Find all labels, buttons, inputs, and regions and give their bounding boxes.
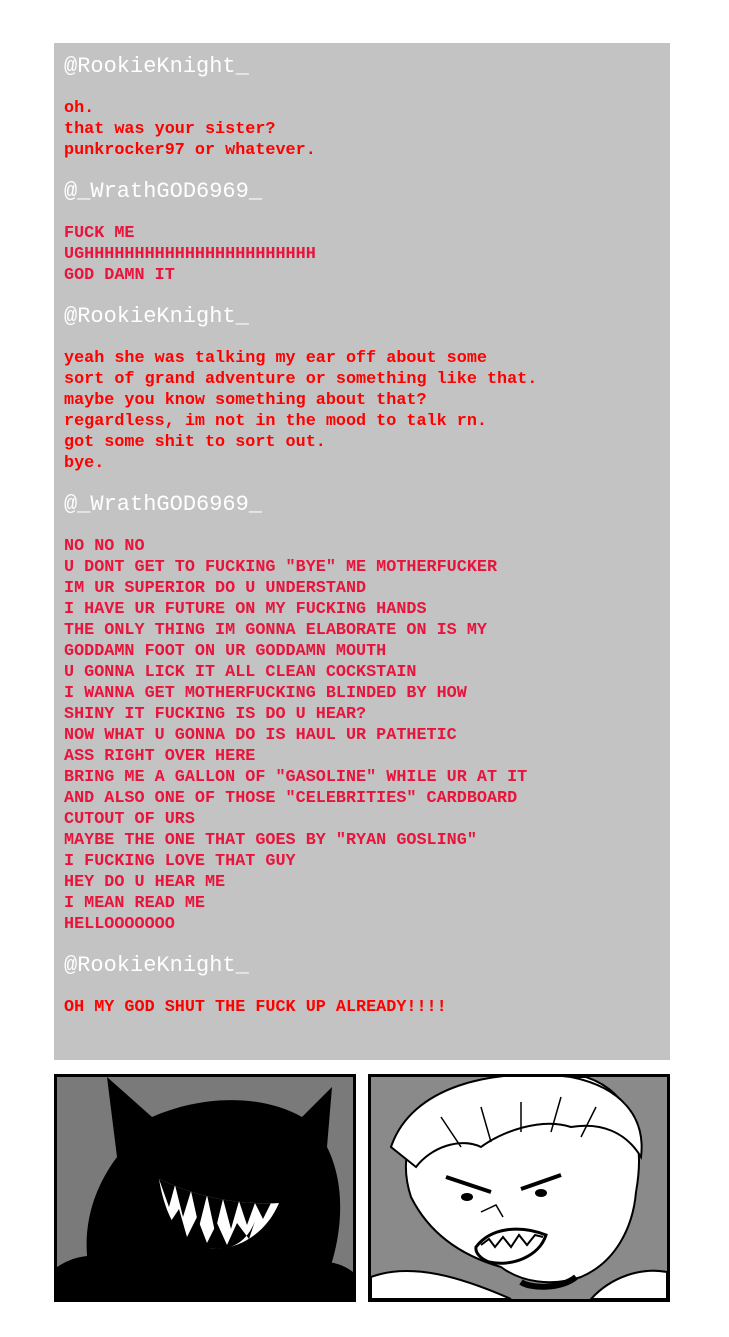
- chat-message-line: that was your sister?: [64, 120, 276, 139]
- chat-handle: @RookieKnight_: [64, 304, 249, 329]
- chat-message-line: THE ONLY THING IM GONNA ELABORATE ON IS MY: [64, 621, 487, 640]
- comic-panel-silhouette: [54, 1074, 356, 1302]
- chat-message-line: I WANNA GET MOTHERFUCKING BLINDED BY HOW: [64, 684, 467, 703]
- angry-face-icon: [371, 1077, 667, 1299]
- chat-message-line: HELLOOOOOOO: [64, 915, 175, 934]
- chat-message-line: ASS RIGHT OVER HERE: [64, 747, 256, 766]
- chat-message-line: FUCK ME: [64, 224, 135, 243]
- chat-message-line: maybe you know something about that?: [64, 391, 427, 410]
- chat-message: [64, 223, 660, 286]
- chat-message-line: I HAVE UR FUTURE ON MY FUCKING HANDS: [64, 600, 427, 619]
- chat-message-line: GOD DAMN IT: [64, 266, 175, 285]
- chat-message-line: I MEAN READ ME: [64, 894, 205, 913]
- chat-message: [64, 997, 660, 1018]
- chat-message: [64, 348, 660, 474]
- chat-message-line: CUTOUT OF URS: [64, 810, 195, 829]
- chat-message-line: got some shit to sort out.: [64, 433, 326, 452]
- comic-panel-angry-face: [368, 1074, 670, 1302]
- chat-handle: @_WrathGOD6969_: [64, 179, 263, 204]
- chat-message-line: yeah she was talking my ear off about some: [64, 349, 487, 368]
- silhouette-grin-icon: [57, 1077, 353, 1299]
- chat-message-line: SHINY IT FUCKING IS DO U HEAR?: [64, 705, 367, 724]
- chat-message-line: HEY DO U HEAR ME: [64, 873, 226, 892]
- chat-message-line: OH MY GOD SHUT THE FUCK UP ALREADY!!!!: [64, 998, 447, 1017]
- chat-message-line: bye.: [64, 454, 105, 473]
- chat-message-line: MAYBE THE ONE THAT GOES BY "RYAN GOSLING": [64, 831, 477, 850]
- chat-message: [64, 536, 660, 935]
- chat-message-line: regardless, im not in the mood to talk rn.: [64, 412, 487, 431]
- chat-message-line: IM UR SUPERIOR DO U UNDERSTAND: [64, 579, 367, 598]
- chat-handle: @RookieKnight_: [64, 953, 249, 978]
- chat-message: [64, 98, 660, 161]
- chat-message-line: oh.: [64, 99, 95, 118]
- chat-message-line: I FUCKING LOVE THAT GUY: [64, 852, 296, 871]
- chat-message-line: NOW WHAT U GONNA DO IS HAUL UR PATHETIC: [64, 726, 457, 745]
- chat-message-line: sort of grand adventure or something like that.: [64, 370, 538, 389]
- chat-message-line: GODDAMN FOOT ON UR GODDAMN MOUTH: [64, 642, 387, 661]
- chat-message-line: BRING ME A GALLON OF "GASOLINE" WHILE UR AT IT: [64, 768, 528, 787]
- chat-message-line: UGHHHHHHHHHHHHHHHHHHHHHHH: [64, 245, 316, 264]
- chat-handle: @_WrathGOD6969_: [64, 492, 263, 517]
- chat-handle: @RookieKnight_: [64, 54, 249, 79]
- chat-message-line: AND ALSO ONE OF THOSE "CELEBRITIES" CARDBOARD: [64, 789, 518, 808]
- chat-message-line: U GONNA LICK IT ALL CLEAN COCKSTAIN: [64, 663, 417, 682]
- chat-message-line: U DONT GET TO FUCKING "BYE" ME MOTHERFUCKER: [64, 558, 498, 577]
- chat-message-line: punkrocker97 or whatever.: [64, 141, 316, 160]
- chat-log: [54, 43, 670, 1060]
- chat-message-line: NO NO NO: [64, 537, 145, 556]
